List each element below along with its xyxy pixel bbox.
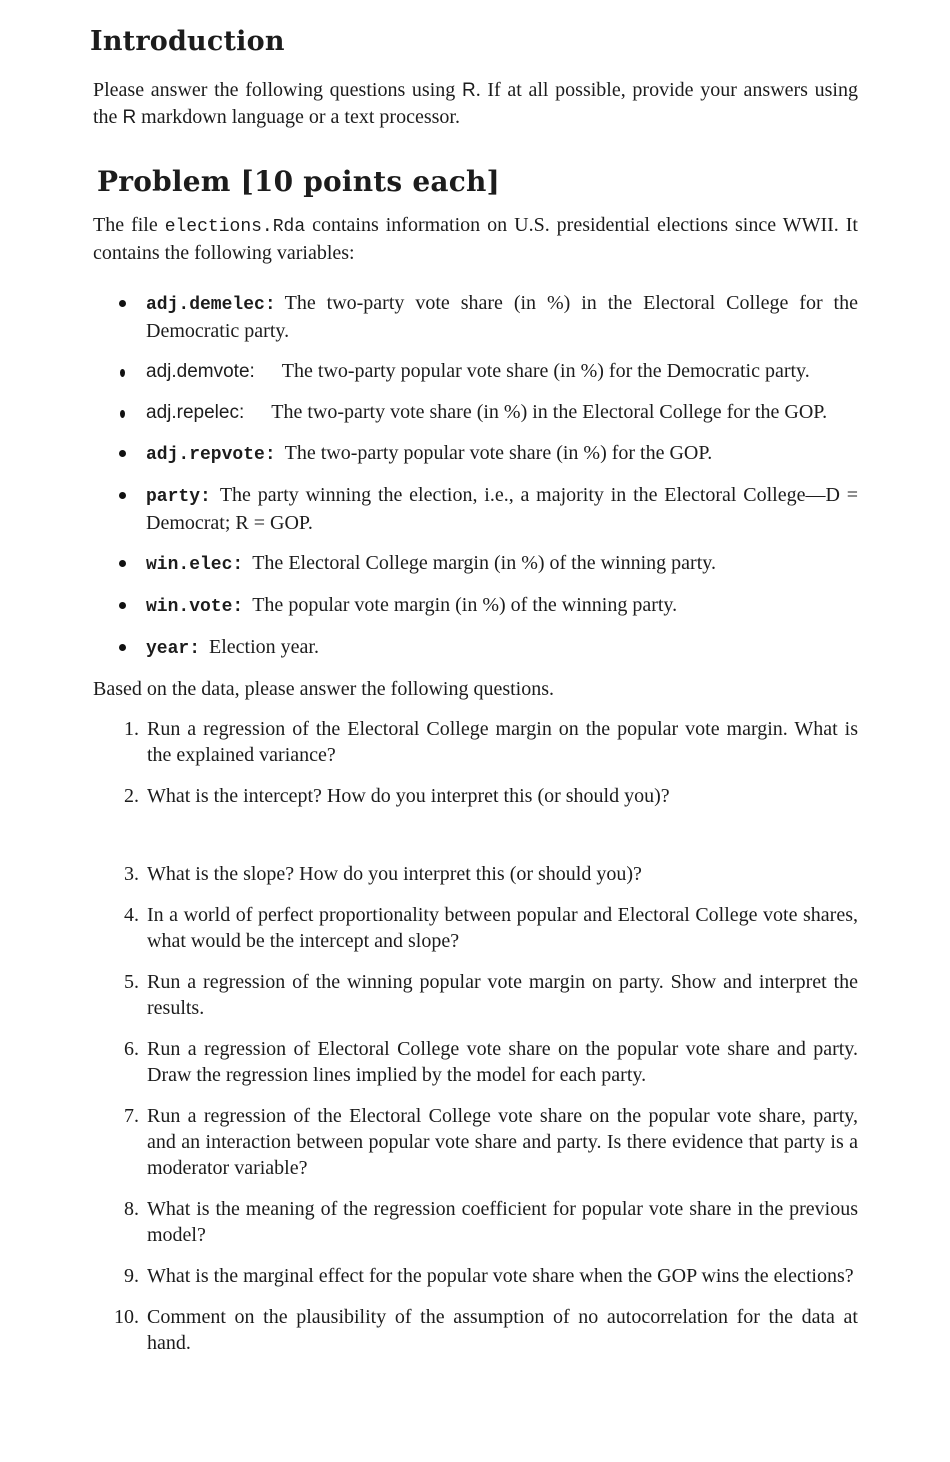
question-item-5 [93, 969, 858, 1021]
question-number: 7. [124, 1105, 139, 1127]
variable-desc: The party winning the election, i.e., a majority in the Electoral College—D = Democrat; R = GOP. [146, 484, 858, 534]
variable-name: party: [146, 487, 211, 507]
question-text: Run a regression of the Electoral College vote share on the popular vote share, party, and an interaction between popular vote share and party. Is there evidence that party is a moderator variable? [147, 1105, 858, 1179]
intro-text-3: markdown language or a text processor. [136, 106, 460, 128]
question-item-2 [93, 783, 858, 809]
question-item-6 [93, 1036, 858, 1088]
question-item-1 [93, 716, 858, 768]
variable-item-win-vote [93, 592, 858, 620]
question-text: What is the meaning of the regression coefficient for popular vote share in the previous model? [147, 1198, 858, 1246]
r-language-name: R [461, 80, 476, 101]
question-item-10 [93, 1304, 858, 1356]
variable-item-adj-repelec [93, 399, 858, 426]
questions-list [93, 716, 858, 1356]
variable-desc: The two-party vote share (in %) in the Electoral College for the Democratic party. [146, 292, 858, 342]
bullet-icon [117, 634, 127, 651]
variable-name: win.vote: [146, 597, 244, 617]
question-text: Run a regression of Electoral College vote share on the popular vote share and party. Draw the regression lines implied by the model for each party. [147, 1038, 858, 1086]
variable-name: adj.demvote: [146, 361, 255, 382]
problem-paragraph [93, 212, 858, 266]
variable-desc: The two-party vote share (in %) in the Electoral College for the GOP. [271, 401, 828, 423]
question-number: 5. [124, 971, 139, 993]
variable-name: adj.repvote: [146, 445, 276, 465]
question-number: 2. [124, 785, 139, 807]
variable-name: win.elec: [146, 555, 244, 575]
question-number: 3. [124, 863, 139, 885]
question-text: What is the marginal effect for the popular vote share when the GOP wins the elections? [147, 1265, 854, 1287]
variable-name: adj.demelec: [146, 295, 276, 315]
problem-heading: Problem [10 points each] [97, 165, 500, 198]
question-number: 9. [124, 1265, 139, 1287]
question-text: Run a regression of the winning popular vote margin on party. Show and interpret the results. [147, 971, 858, 1019]
variable-item-party [93, 482, 858, 536]
bullet-icon [117, 290, 127, 307]
question-number: 6. [124, 1038, 139, 1060]
intro-text-1: Please answer the following questions using [93, 79, 462, 101]
question-number: 8. [124, 1198, 139, 1220]
variables-list [93, 290, 858, 662]
questions-intro: Based on the data, please answer the following questions. [93, 678, 554, 700]
bullet-icon [117, 358, 127, 377]
variable-item-win-elec [93, 550, 858, 578]
question-item-8 [93, 1196, 858, 1248]
question-text: What is the slope? How do you interpret this (or should you)? [147, 863, 642, 885]
variable-desc: The two-party popular vote share (in %) for the GOP. [284, 442, 713, 464]
question-text: What is the intercept? How do you interpret this (or should you)? [147, 785, 670, 807]
question-number: 4. [124, 904, 139, 926]
variable-name: year: [146, 639, 201, 659]
variable-desc: The two-party popular vote share (in %) for the Democratic party. [281, 360, 810, 382]
question-number: 10. [114, 1306, 139, 1328]
intro-paragraph [93, 77, 858, 131]
problem-text-1: The file [93, 214, 165, 236]
variable-desc: The popular vote margin (in %) of the winning party. [252, 594, 678, 616]
question-text: In a world of perfect proportionality between popular and Electoral College vote shares, what would be the intercept and slope? [147, 904, 858, 952]
variable-desc: The Electoral College margin (in %) of the winning party. [252, 552, 716, 574]
question-number: 1. [124, 718, 139, 740]
question-item-3 [93, 861, 858, 887]
question-text: Run a regression of the Electoral College margin on the popular vote margin. What is the explained variance? [147, 718, 858, 766]
variable-item-adj-demvote [93, 358, 858, 385]
variable-item-adj-demelec [93, 290, 858, 344]
bullet-icon [117, 482, 127, 499]
variable-name: adj.repelec: [146, 402, 245, 423]
intro-heading: Introduction [90, 26, 285, 57]
bullet-icon [117, 550, 127, 567]
bullet-icon [117, 399, 127, 418]
variable-desc: Election year. [209, 636, 319, 658]
bullet-icon [117, 592, 127, 609]
dataset-filename: elections.Rda [164, 217, 306, 237]
variable-item-adj-repvote [93, 440, 858, 468]
question-item-7 [93, 1103, 858, 1181]
intro-text-2: . If at all possible, provide your answers using the [93, 79, 858, 128]
question-item-9 [93, 1263, 858, 1289]
problem-text-2: contains information on U.S. presidential elections since WWII. It contains the following variables: [93, 214, 858, 264]
r-language-name: R [122, 107, 137, 128]
variable-item-year [93, 634, 858, 662]
question-item-4 [93, 902, 858, 954]
bullet-icon [117, 440, 127, 457]
question-text: Comment on the plausibility of the assumption of no autocorrelation for the data at hand. [147, 1306, 858, 1354]
